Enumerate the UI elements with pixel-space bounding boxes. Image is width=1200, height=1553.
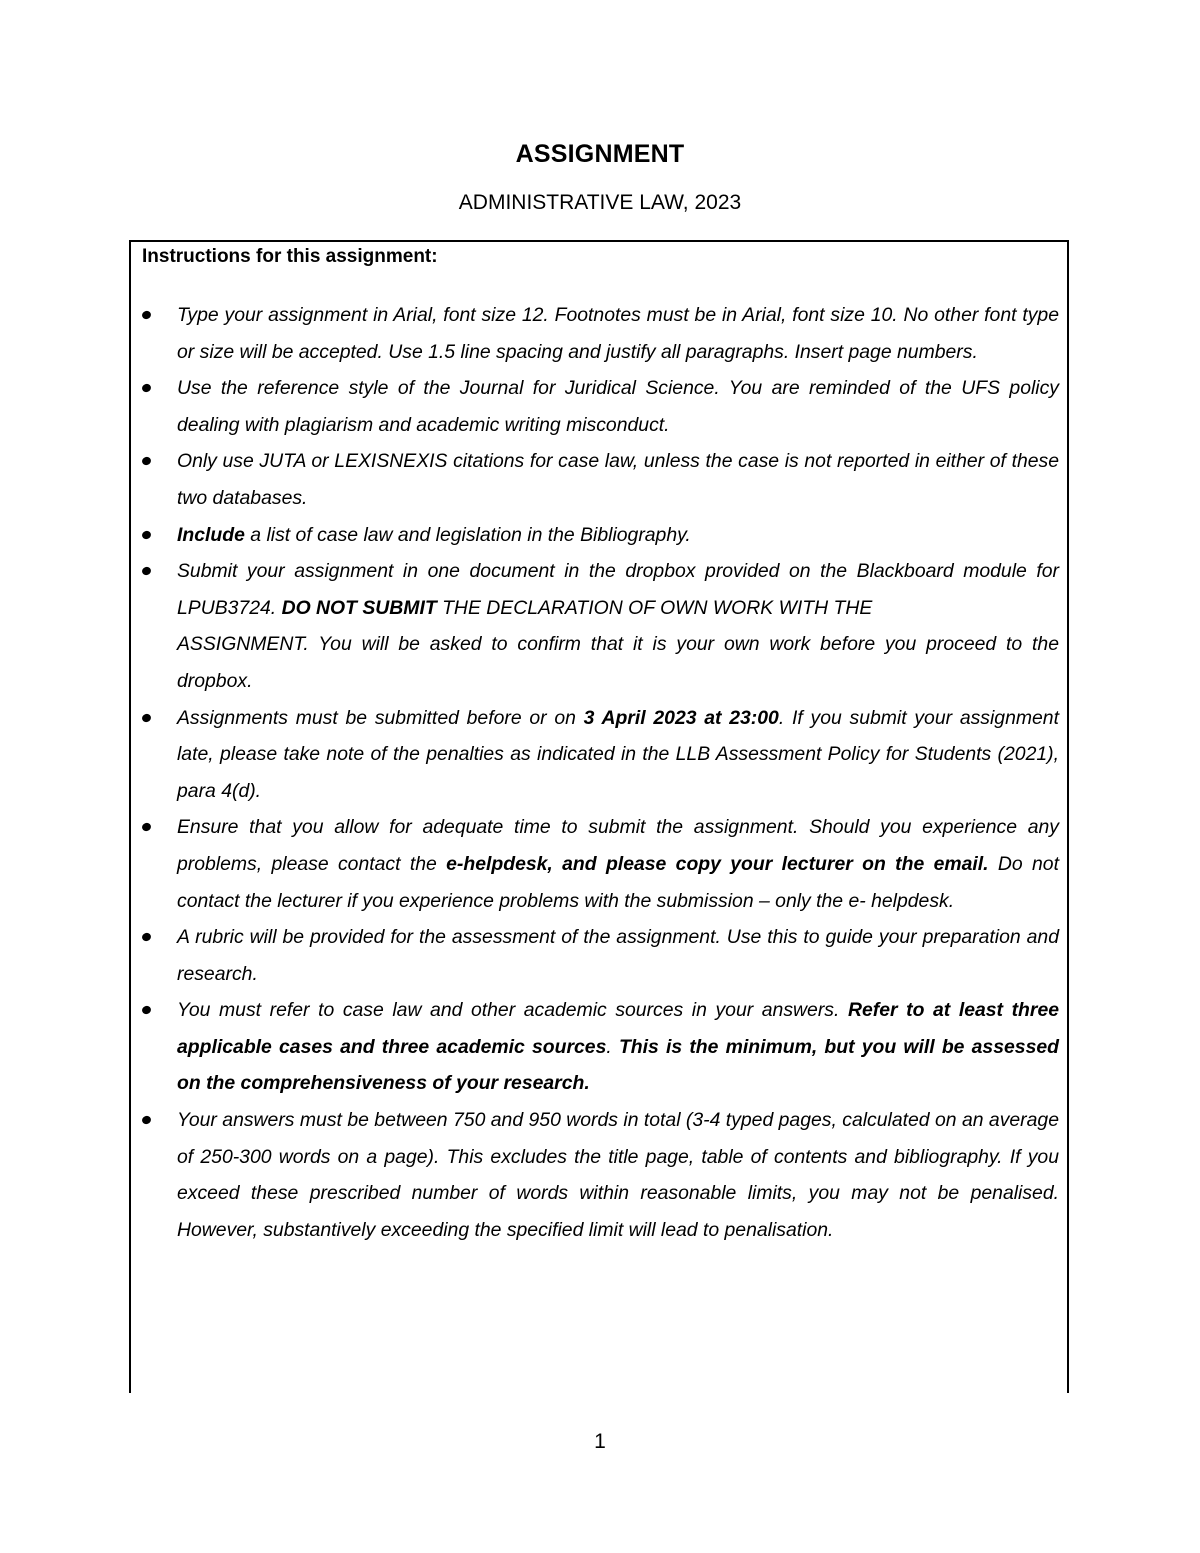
instruction-text: . If you submit your assignment late, please take note of the penalties as indicated in the LLB Assessment Policy for Students (2021), para 4(d). [177,706,1059,802]
instruction-bold-text: 3 April 2023 at 23:00 [583,706,779,729]
bullet-icon [141,932,152,943]
instruction-item-bibliography [131,517,1067,554]
instruction-text: Your answers must be between 750 and 950 words in total (3-4 typed pages, calculated on an average of 250-300 words on a page). This excludes the title page, table of contents and bibliography. If you exceed these prescribed number of words within reasonable limits, you may not be penalised. However, substantively exceeding the specified limit will lead to penalisation. [177,1109,1059,1241]
instruction-bold-text: DO NOT SUBMIT [281,596,437,619]
instruction-bold-text: This is the minimum, but you will be assessed on the comprehensiveness of your research. [177,1035,1059,1095]
instruction-bold-text: e-helpdesk, and please copy your lecturer on the email. [446,852,989,875]
instruction-item-font [131,297,1067,370]
instruction-item-citations [131,443,1067,516]
instruction-text: Do not contact the lecturer if you experience problems with the submission – only the e- helpdesk. [177,852,1059,912]
bullet-icon [141,712,152,723]
instruction-text: Assignments must be submitted before or on [177,706,584,729]
instruction-text: ASSIGNMENT. You will be asked to confirm that it is your own work before you proceed to the dropbox. [177,633,1059,692]
instruction-text: Type your assignment in Arial, font size 12. Footnotes must be in Arial, font size 10. No other font type or size will be accepted. Use 1.5 line spacing and justify all paragraphs. Insert page numbers. [177,304,1059,363]
bullet-icon [141,456,152,467]
instruction-text: A rubric will be provided for the assessment of the assignment. Use this to guide your preparation and research. [177,926,1059,985]
instruction-text: a list of case law and legislation in the Bibliography. [244,523,691,546]
bullet-icon [141,1005,152,1016]
instruction-text: Only use JUTA or LEXISNEXIS citations for case law, unless the case is not reported in either of these two databases. [177,450,1059,509]
instruction-item-deadline [131,700,1067,810]
instructions-box [129,240,1069,1393]
bullet-icon [141,822,152,833]
instruction-item-rubric [131,919,1067,992]
instruction-text: You must refer to case law and other academic sources in your answers. [177,999,848,1022]
page-number: 1 [594,1430,606,1453]
instruction-item-reference-style [131,370,1067,443]
bullet-icon [141,1115,152,1126]
instruction-text: Submit your assignment in one document in the dropbox provided on the Blackboard module for LPUB3724. [177,560,1059,619]
instruction-item-word-count [131,1102,1067,1248]
instruction-item-submission [131,553,1067,699]
instructions-list [131,297,1067,1248]
document-subtitle: ADMINISTRATIVE LAW, 2023 [458,191,742,214]
bullet-icon [141,383,152,394]
bullet-icon [141,529,152,540]
instruction-item-sources [131,992,1067,1102]
instruction-bold-text: Include [177,523,245,546]
instruction-text: THE DECLARATION OF OWN WORK WITH THE [436,596,873,619]
instructions-heading: Instructions for this assignment: [142,246,438,267]
instruction-text: Use the reference style of the Journal for Juridical Science. You are reminded of the UFS policy dealing with plagiarism and academic writing misconduct. [177,377,1059,436]
instruction-text: Ensure that you allow for adequate time to submit the assignment. Should you experience any problems, please contact the [177,816,1059,875]
instruction-bold-text: Refer to at least three applicable cases and three academic sources [177,999,1060,1058]
bullet-icon [141,310,152,321]
document-title: ASSIGNMENT [515,140,685,168]
instruction-text: . [606,1035,619,1058]
bullet-icon [141,566,152,577]
instruction-item-helpdesk [131,809,1067,919]
